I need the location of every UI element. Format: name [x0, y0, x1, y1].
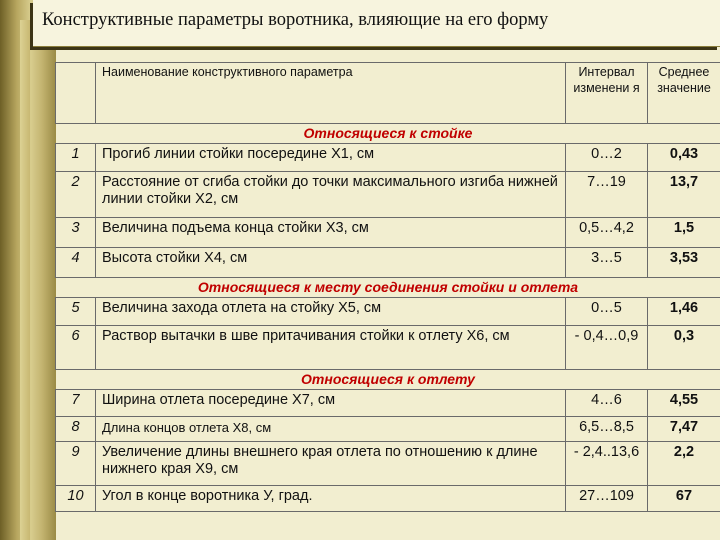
row-name: Высота стойки Х4, см [96, 248, 566, 278]
table-row [56, 298, 720, 326]
row-mean: 67 [648, 486, 720, 512]
title-bar [33, 0, 720, 47]
row-mean: 0,43 [648, 144, 720, 172]
header-name: Наименование конструктивного параметра [96, 63, 566, 124]
row-mean: 13,7 [648, 172, 720, 218]
section-row [56, 278, 720, 298]
row-mean: 7,47 [648, 417, 720, 442]
row-num: 6 [56, 326, 96, 370]
section-row [56, 370, 720, 390]
row-range: 7…19 [566, 172, 648, 218]
row-num: 4 [56, 248, 96, 278]
row-num: 5 [56, 298, 96, 326]
header-mean: Среднее значение [648, 63, 720, 124]
row-name: Расстояние от сгиба стойки до точки максимального изгиба нижней линии стойки Х2, см [96, 172, 566, 218]
row-name: Величина захода отлета на стойку Х5, см [96, 298, 566, 326]
row-num: 10 [56, 486, 96, 512]
table-row [56, 218, 720, 248]
row-num: 7 [56, 390, 96, 417]
row-range: 3…5 [566, 248, 648, 278]
header-num [56, 63, 96, 124]
row-range: 27…109 [566, 486, 648, 512]
table-row [56, 390, 720, 417]
row-range: 0…5 [566, 298, 648, 326]
page-title: Конструктивные параметры воротника, влияющие на его форму [42, 10, 549, 30]
row-num: 3 [56, 218, 96, 248]
row-name: Угол в конце воротника У, град. [96, 486, 566, 512]
row-name: Величина подъема конца стойки Х3, см [96, 218, 566, 248]
section-title: Относящиеся к месту соединения стойки и отлета [56, 278, 720, 298]
row-mean: 1,46 [648, 298, 720, 326]
row-name: Длина концов отлета Х8, см [96, 417, 566, 442]
table-row [56, 144, 720, 172]
row-name: Ширина отлета посередине Х7, см [96, 390, 566, 417]
row-range: 6,5…8,5 [566, 417, 648, 442]
row-num: 9 [56, 442, 96, 486]
row-num: 1 [56, 144, 96, 172]
row-name: Прогиб линии стойки посередине Х1, см [96, 144, 566, 172]
table-row [56, 442, 720, 486]
row-range: 0…2 [566, 144, 648, 172]
row-num: 8 [56, 417, 96, 442]
row-mean: 0,3 [648, 326, 720, 370]
row-mean: 4,55 [648, 390, 720, 417]
row-name: Увеличение длины внешнего края отлета по отношению к длине нижнего края Х9, см [96, 442, 566, 486]
table-row [56, 172, 720, 218]
row-range: 4…6 [566, 390, 648, 417]
row-range: - 0,4…0,9 [566, 326, 648, 370]
row-mean: 3,53 [648, 248, 720, 278]
parameters-table [55, 62, 720, 512]
section-title: Относящиеся к отлету [56, 370, 720, 390]
row-name: Раствор вытачки в шве притачивания стойки к отлету Х6, см [96, 326, 566, 370]
header-range: Интервал изменени я [566, 63, 648, 124]
table-row [56, 326, 720, 370]
row-range: 0,5…4,2 [566, 218, 648, 248]
section-title: Относящиеся к стойке [56, 124, 720, 144]
row-mean: 1,5 [648, 218, 720, 248]
section-row [56, 124, 720, 144]
background-stripe [20, 20, 30, 540]
table-header-row [56, 63, 720, 124]
table-row [56, 486, 720, 512]
table-row [56, 417, 720, 442]
row-range: - 2,4..13,6 [566, 442, 648, 486]
row-mean: 2,2 [648, 442, 720, 486]
table-row [56, 248, 720, 278]
row-num: 2 [56, 172, 96, 218]
